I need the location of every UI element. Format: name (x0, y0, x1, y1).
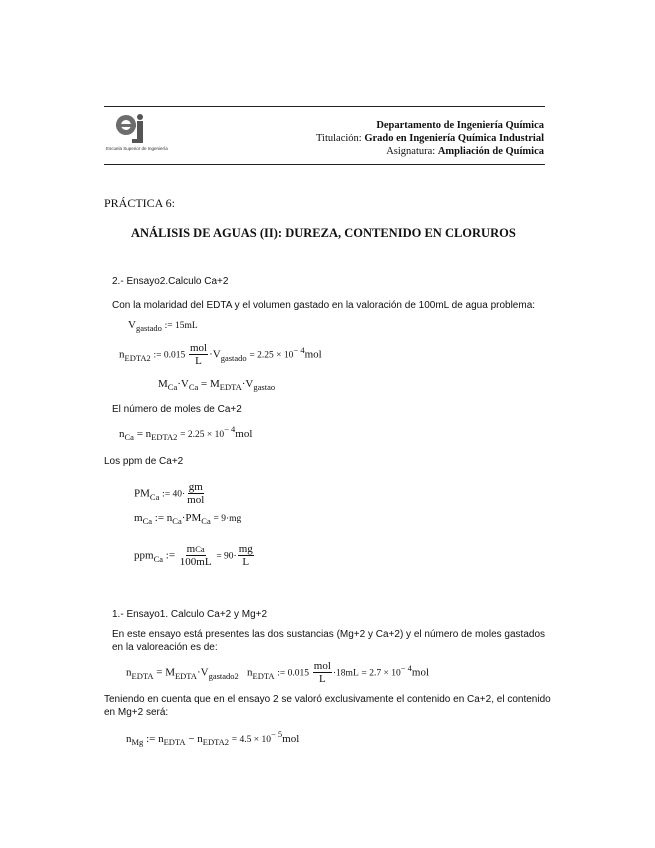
section-1-outro-line-1: Teniendo en cuenta que en el ensayo 2 se valoró exclusivamente el contenido en Ca+2, el contenido (104, 694, 551, 705)
logo-caption: Escuela Superior de Ingeniería (106, 146, 168, 151)
eq-n-mg: $n_{Mg}$ := $n_{EDTA} - n_{EDTA2} = 4.5 \times 10^{- 5}mol$ (126, 729, 300, 747)
section-1-intro-line-1: En este ensayo está presentes las dos sustancias (Mg+2 y Ca+2) y el número de moles gastados (112, 629, 546, 640)
eq-v-gastado: $V_{gastado}$ := 15mL (128, 319, 198, 333)
eq-n-ca: $n_{Ca} = n_{EDTA2} = 2.25 \times 10^{- 4}mol$ (119, 424, 253, 442)
eq-n-edta2: $n_{EDTA2}$ := 0.015 $\frac{\text{mol}}{L}$ $\cdot V_{gastado} = 2.25 \times 10^{- 4}mol$ (119, 342, 322, 367)
eq-m-ca-mass: $m_{Ca}$ := $n_{Ca}\cdot PM_{Ca} = 9\cdot mg$ (134, 512, 242, 526)
titulacion-prefix: Titulación: (315, 133, 362, 144)
eq-ppm-ca: ppm$_{Ca}$ := $\frac{\text{mCa}}{100mL}$ = 90· $\frac{mg}{L}$ (134, 543, 253, 568)
department-label: Departamento de Ingeniería Química (376, 120, 544, 131)
titulacion-value: Grado en Ingeniería Química Industrial (364, 133, 544, 144)
document-title: ANÁLISIS DE AGUAS (II): DUREZA, CONTENIDO EN CLORUROS (131, 226, 516, 240)
moles-label: El número de moles de Ca+2 (112, 404, 242, 415)
school-logo (108, 113, 168, 159)
section-2-heading: 2.- Ensayo2.Calculo Ca+2 (112, 276, 229, 287)
section-2-intro: Con la molaridad del EDTA y el volumen gastado en la valoración de 100mL de agua problema: (112, 300, 536, 311)
header-info (316, 119, 544, 158)
asignatura-prefix: Asignatura: (386, 146, 436, 157)
eq-pm-ca: $PM_{Ca}$ := 40· $\frac{gm}{\text{mol}}$ (134, 481, 205, 506)
ppm-label: Los ppm de Ca+2 (104, 456, 184, 467)
section-1-intro-line-2: en la valoreación es de: (112, 642, 218, 653)
asignatura-value: Ampliación de Química (437, 146, 544, 157)
eq-m-ca: $M_{Ca}\cdot V_{Ca} = M_{EDTA}\cdot V_{gastao}$ (158, 378, 276, 392)
eq-n-edta: $n_{EDTA} = M_{EDTA}\cdot V_{gastado2}$ $n_{EDTA}$ := 0.015 $\frac{\text{mol}}{L}$ $\cdot 18mL = 2.7 \times 10^{- 4}mol$ (126, 660, 430, 685)
header-bottom-rule (104, 164, 545, 165)
practica-label: PRÁCTICA 6: (104, 196, 176, 210)
section-1-outro-line-2: en Mg+2 será: (104, 707, 169, 718)
header-top-rule (104, 106, 545, 107)
section-1-heading: 1.- Ensayo1. Calculo Ca+2 y Mg+2 (112, 609, 268, 620)
